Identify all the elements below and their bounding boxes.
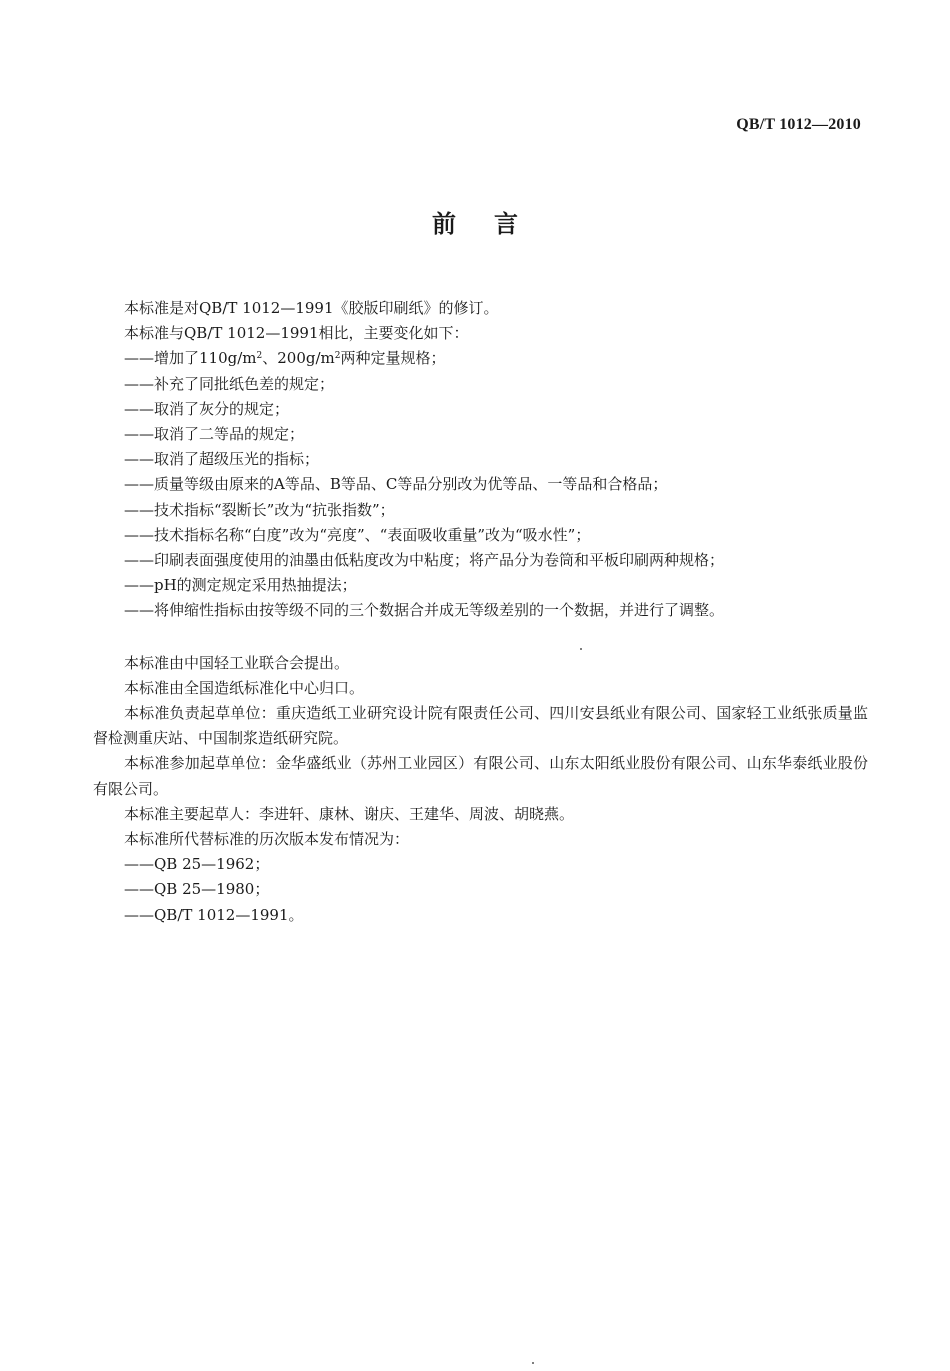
change-item: ——取消了超级压光的指标； <box>124 450 320 469</box>
paragraph: 本标准负责起草单位：重庆造纸工业研究设计院有限责任公司、四川安县纸业有限公司、国家轻工业纸张质量监督检测重庆站、中国制浆造纸研究院。 <box>93 704 868 748</box>
paragraph: 本标准参加起草单位：金华盛纸业（苏州工业园区）有限公司、山东太阳纸业股份有限公司、山东华泰纸业股份有限公司。 <box>93 754 868 798</box>
change-item: ——取消了灰分的规定； <box>124 399 290 418</box>
version-item: ——QB 25—1962； <box>124 855 270 874</box>
change-text: 两种定量规格； <box>340 349 446 368</box>
standard-code: QB/T 1012—2010 <box>736 116 861 133</box>
paragraph: 本标准由全国造纸标准化中心归口。 <box>124 678 365 697</box>
page-title: 前言 <box>432 210 556 238</box>
change-item <box>93 346 868 371</box>
scan-speck <box>580 648 582 650</box>
change-item: ——质量等级由原来的A等品、B等品、C等品分别改为优等品、一等品和合格品； <box>124 475 668 494</box>
change-item: ——印刷表面强度使用的油墨由低粘度改为中粘度；将产品分为卷筒和平板印刷两种规格； <box>124 551 725 570</box>
scan-speck <box>532 1362 534 1364</box>
superscript: 2 <box>334 351 341 362</box>
paragraph: 本标准主要起草人：李进轩、康林、谢庆、王建华、周波、胡晓燕。 <box>124 804 575 823</box>
version-item: ——QB/T 1012—1991。 <box>124 905 304 924</box>
paragraph: 本标准所代替标准的历次版本发布情况为： <box>124 830 410 849</box>
version-item: ——QB 25—1980； <box>124 880 270 899</box>
section-gap <box>93 624 868 651</box>
change-text: ——增加了110g/m <box>124 349 257 368</box>
paragraph: 本标准由中国轻工业联合会提出。 <box>124 653 350 672</box>
change-item: ——将伸缩性指标由按等级不同的三个数据合并成无等级差别的一个数据，并进行了调整。 <box>124 601 725 620</box>
superscript: 2 <box>256 351 263 362</box>
change-item: ——技术指标“裂断长”改为“抗张指数”； <box>124 500 395 519</box>
change-item: ——技术指标名称“白度”改为“亮度”、“表面吸收重量”改为“吸水性”； <box>124 525 591 544</box>
paragraph: 本标准与QB/T 1012—1991相比，主要变化如下： <box>124 324 469 343</box>
foreword-body <box>93 296 868 928</box>
change-text: 、200g/m <box>262 349 335 368</box>
change-item: ——pH的测定规定采用热抽提法； <box>124 576 357 595</box>
change-item: ——取消了二等品的规定； <box>124 425 305 444</box>
paragraph: 本标准是对QB/T 1012—1991《胶版印刷纸》的修订。 <box>124 299 499 317</box>
change-item: ——补充了同批纸色差的规定； <box>124 374 335 393</box>
